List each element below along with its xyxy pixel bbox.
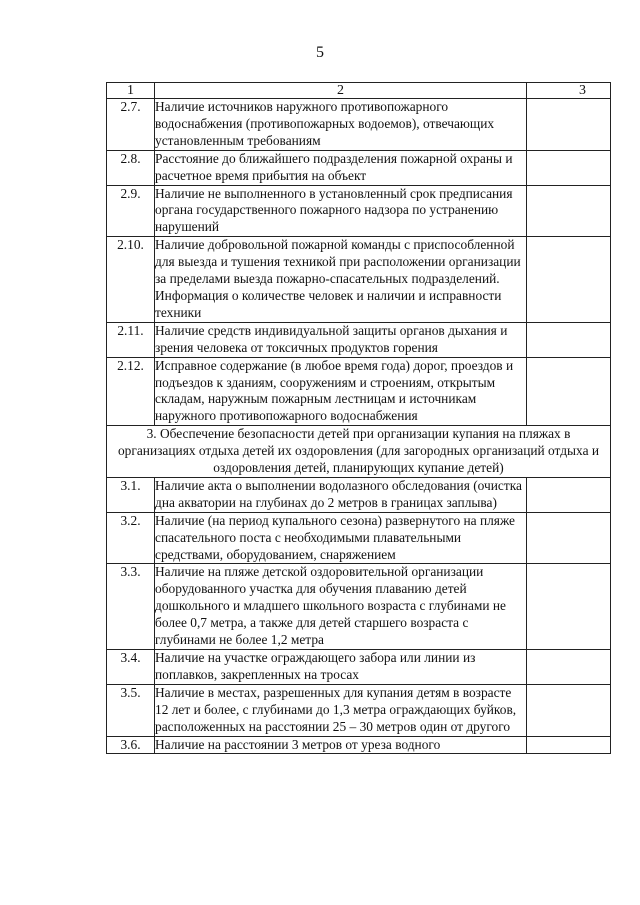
row-mark-cell <box>527 322 611 357</box>
row-number: 3.6. <box>107 736 155 754</box>
row-number: 2.7. <box>107 99 155 151</box>
row-number: 2.8. <box>107 150 155 185</box>
row-mark-cell <box>527 736 611 754</box>
row-text: Наличие не выполненного в установленный срок предписания органа государственного пожарного надзора по устранению нарушений <box>155 185 527 237</box>
row-text: Наличие (на период купального сезона) развернутого на пляже спасательного поста с необходимыми плавательными средствами, оборудованием, снаряжением <box>155 512 527 564</box>
row-number: 3.2. <box>107 512 155 564</box>
row-text: Расстояние до ближайшего подразделения пожарной охраны и расчетное время прибытия на объект <box>155 150 527 185</box>
row-text: Наличие в местах, разрешенных для купания детям в возрасте 12 лет и более, с глубинами до 1,3 метра ограждающих буйков, расположенных на расстоянии 25 – 30 метров один от другого <box>155 684 527 736</box>
row-text: Наличие акта о выполнении водолазного обследования (очистка дна акватории на глубинах до 2 метров в границах заплыва) <box>155 477 527 512</box>
section-heading-row <box>107 426 611 478</box>
table-row <box>107 322 611 357</box>
row-number: 2.11. <box>107 322 155 357</box>
table-row <box>107 564 611 650</box>
row-text: Наличие на участке ограждающего забора или линии из поплавков, закрепленных на тросах <box>155 650 527 685</box>
column-header-requirement: 2 <box>155 83 527 99</box>
row-text: Наличие источников наружного противопожарного водоснабжения (противопожарных водоемов), отвечающих установленным требованиям <box>155 99 527 151</box>
row-mark-cell <box>527 185 611 237</box>
section-3-heading: 3. Обеспечение безопасности детей при организации купания на пляжах в организациях отдыха детей их оздоровления (для загородных организаций отдыха и оздоровления детей, планирующих купание детей) <box>107 426 611 478</box>
column-header-mark: 3 <box>527 83 611 99</box>
row-mark-cell <box>527 512 611 564</box>
row-mark-cell <box>527 477 611 512</box>
row-mark-cell <box>527 237 611 323</box>
table-row <box>107 477 611 512</box>
table-row <box>107 650 611 685</box>
row-text: Наличие добровольной пожарной команды с приспособленной для выезда и тушения техникой при расположении организации за пределами выезда пожарно-спасательных подразделений. Информация о количестве человек и наличии и исправности техники <box>155 237 527 323</box>
table-row <box>107 185 611 237</box>
row-mark-cell <box>527 564 611 650</box>
table-row <box>107 357 611 426</box>
table-row <box>107 684 611 736</box>
row-mark-cell <box>527 684 611 736</box>
row-text: Наличие на расстоянии 3 метров от уреза водного <box>155 736 527 754</box>
table-row <box>107 99 611 151</box>
row-mark-cell <box>527 650 611 685</box>
row-mark-cell <box>527 357 611 426</box>
row-text: Наличие средств индивидуальной защиты органов дыхания и зрения человека от токсичных продуктов горения <box>155 322 527 357</box>
page-number: 5 <box>316 44 324 61</box>
row-number: 3.5. <box>107 684 155 736</box>
table-row <box>107 512 611 564</box>
table-header-row <box>107 83 611 99</box>
checklist-table <box>106 82 611 754</box>
row-text: Наличие на пляже детской оздоровительной организации оборудованного участка для обучения плаванию детей дошкольного и младшего школьного возраста с глубинами не более 0,7 метра, а также для детей старшего возраста с глубинами не более 1,2 метра <box>155 564 527 650</box>
row-number: 3.4. <box>107 650 155 685</box>
row-mark-cell <box>527 150 611 185</box>
row-number: 2.9. <box>107 185 155 237</box>
row-number: 2.12. <box>107 357 155 426</box>
row-number: 3.3. <box>107 564 155 650</box>
row-mark-cell <box>527 99 611 151</box>
table-row <box>107 237 611 323</box>
row-number: 3.1. <box>107 477 155 512</box>
column-header-number: 1 <box>107 83 155 99</box>
row-number: 2.10. <box>107 237 155 323</box>
table-row <box>107 736 611 754</box>
row-text: Исправное содержание (в любое время года) дорог, проездов и подъездов к зданиям, сооружениям и строениям, открытым складам, наружным пожарным лестницам и источникам наружного противопожарного водоснабжения <box>155 357 527 426</box>
table-row <box>107 150 611 185</box>
